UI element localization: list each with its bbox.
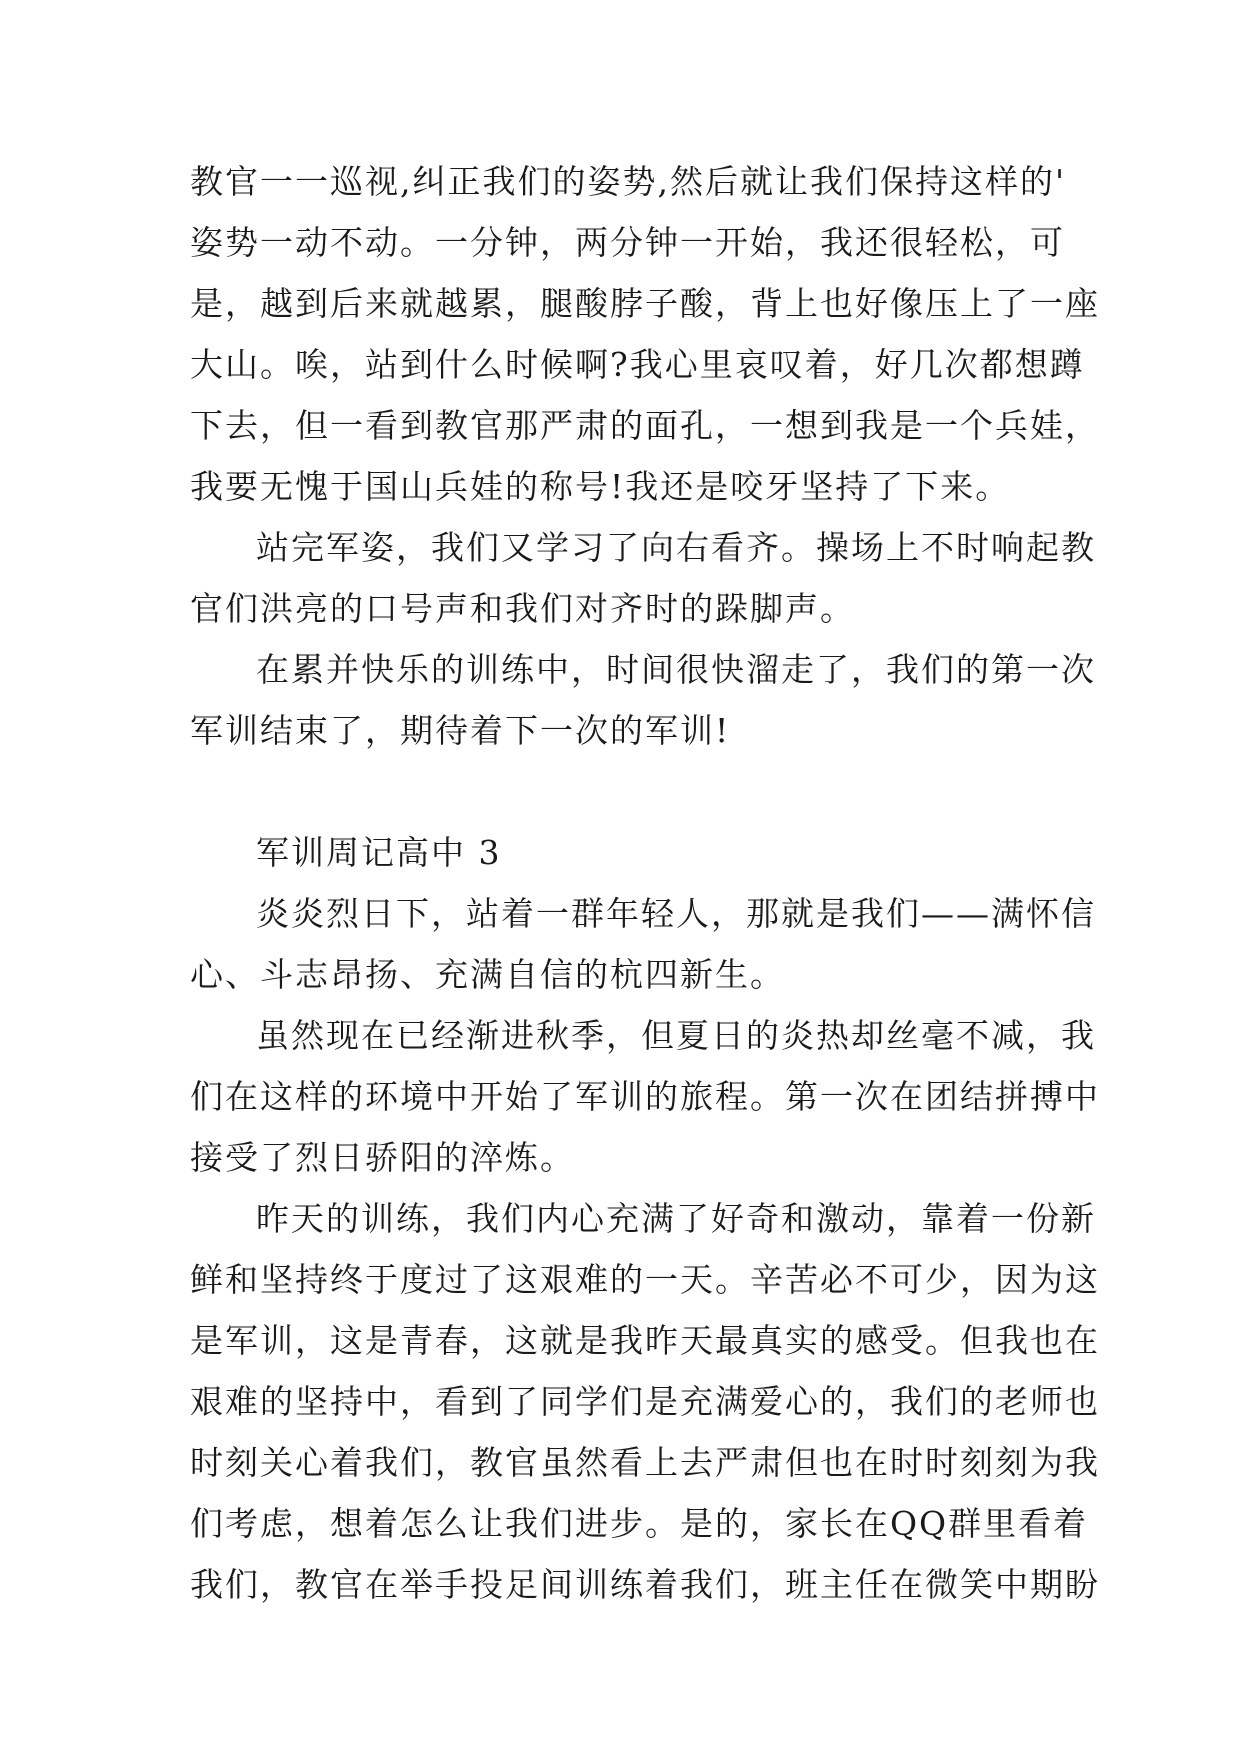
text-line: 鲜和坚持终于度过了这艰难的一天。辛苦必不可少，因为这: [190, 1260, 1100, 1299]
paragraph: [190, 517, 1096, 639]
text-line: 站完军姿，我们又学习了向右看齐。操场上不时响起教: [256, 528, 1096, 567]
text-line: 在累并快乐的训练中，时间很快溜走了，我们的第一次: [256, 650, 1096, 689]
text-line: 我要无愧于国山兵娃的称号!我还是咬牙坚持了下来。: [190, 467, 1011, 506]
paragraph: [190, 639, 1096, 761]
document-body: [190, 151, 1100, 1615]
text-line: 昨天的训练，我们内心充满了好奇和激动，靠着一份新: [256, 1199, 1096, 1238]
text-line: 虽然现在已经渐进秋季，但夏日的炎热却丝毫不减，我: [256, 1016, 1096, 1055]
text-line: 教官一一巡视,纠正我们的姿势,然后就让我们保持这样的': [190, 162, 1067, 201]
text-line: 是，越到后来就越累，腿酸脖子酸，背上也好像压上了一座: [190, 284, 1100, 323]
paragraph: [190, 883, 1096, 1005]
text-line: 官们洪亮的口号声和我们对齐时的跺脚声。: [190, 589, 855, 628]
text-line: 们在这样的环境中开始了军训的旅程。第一次在团结拼搏中: [190, 1077, 1100, 1116]
text-line: 军训结束了，期待着下一次的军训!: [190, 711, 731, 750]
text-line: 接受了烈日骄阳的淬炼。: [190, 1138, 575, 1177]
text-line: 大山。唉，站到什么时候啊?我心里哀叹着，好几次都想蹲: [190, 345, 1085, 384]
section-heading: [190, 822, 1060, 883]
text-line: 下去，但一看到教官那严肃的面孔，一想到我是一个兵娃，: [190, 406, 1100, 445]
heading-text: 军训周记高中 3: [256, 833, 502, 872]
text-line: 炎炎烈日下，站着一群年轻人，那就是我们——满怀信: [256, 894, 1096, 933]
text-line: 姿势一动不动。一分钟，两分钟一开始，我还很轻松，可: [190, 223, 1065, 262]
text-line: 是军训，这是青春，这就是我昨天最真实的感受。但我也在: [190, 1321, 1100, 1360]
text-line: 我们，教官在举手投足间训练着我们，班主任在微笑中期盼: [190, 1565, 1100, 1604]
paragraph: [190, 151, 1100, 517]
paragraph-spacer: [190, 761, 1060, 822]
text-line: 心、斗志昂扬、充满自信的杭四新生。: [190, 955, 785, 994]
paragraph: [190, 1188, 1100, 1615]
text-line: 们考虑，想着怎么让我们进步。是的，家长在QQ群里看着: [190, 1504, 1089, 1543]
text-line: 时刻关心着我们，教官虽然看上去严肃但也在时时刻刻为我: [190, 1443, 1100, 1482]
text-line: 艰难的坚持中，看到了同学们是充满爱心的，我们的老师也: [190, 1382, 1100, 1421]
paragraph: [190, 1005, 1100, 1188]
